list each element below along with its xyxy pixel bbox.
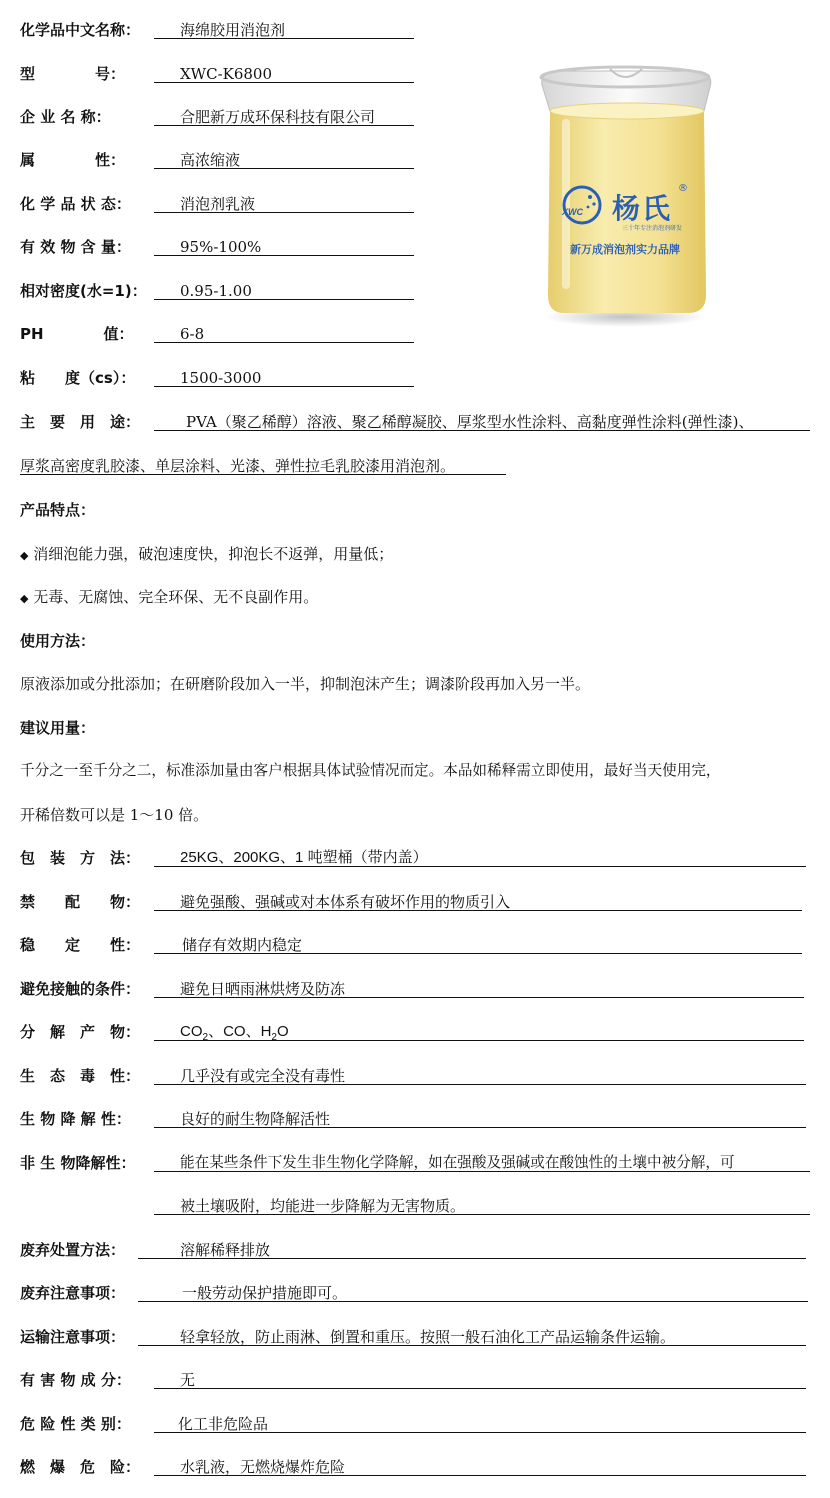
underline [154,168,414,169]
field-value: 海绵胶用消泡剂 [180,21,286,39]
field-value: 1500-3000 [180,369,262,387]
field-value: 95%-100% [180,238,262,256]
field-label: 属 性： [20,151,126,169]
field-label: 企 业 名 称： [20,108,111,126]
field-value: 6-8 [180,325,205,343]
field-value: 溶解稀释排放 [180,1241,271,1259]
underline [154,212,414,213]
underline [154,255,414,256]
usage-title: 使用方法： [20,632,96,650]
field-value: 水乳液，无燃烧爆炸危险 [180,1458,346,1476]
dosage-text-line1: 千分之一至千分之二，标准添加量由客户根据具体试验情况而定。本品如稀释需立即使用，最好当天使用完， [20,762,721,779]
field-label: 生 态 毒 性： [20,1067,141,1085]
field-label: PH 值： [20,325,134,343]
field-value: 几乎没有或完全没有毒性 [180,1067,346,1085]
field-decomposition [20,1018,810,1046]
brand-name: 杨氏 [612,192,673,225]
underline [154,953,802,954]
field-main-use [20,408,810,436]
field-content [20,233,420,261]
field-label: 非 生 物降解性： [20,1154,136,1172]
field-value: 厚浆高密度乳胶漆、单层涂料、光漆、弹性拉毛乳胶漆用消泡剂。 [20,457,456,475]
field-disposal-method [20,1236,810,1264]
field-eco-toxicity [20,1062,810,1090]
field-value: 一般劳动保护措施即可。 [182,1284,348,1302]
underline [154,1388,806,1389]
field-label: 燃 爆 危 险： [20,1458,141,1476]
field-label: 有 害 物 成 分： [20,1371,131,1389]
field-label: 废弃注意事项： [20,1284,126,1302]
field-hazard-category [20,1410,810,1438]
underline [154,299,414,300]
field-label: 禁 配 物： [20,893,141,911]
field-value: 轻拿轻放，防止雨淋、倒置和重压。按照一般石油化工产品运输条件运输。 [180,1328,676,1346]
registered-mark: ® [678,183,688,194]
field-state [20,190,420,218]
underline [138,1345,806,1346]
feature-item [20,540,393,570]
field-value: 高浓缩液 [180,151,241,169]
underline [20,474,506,475]
underline [154,1475,806,1476]
usage-text: 原液添加或分批添加；在研磨阶段加入一半，抑制泡沫产生；调漆阶段再加入另一半。 [20,675,591,693]
feature-item [20,583,318,613]
underline [154,82,414,83]
field-value: 良好的耐生物降解活性 [180,1110,331,1128]
field-value: 合肥新万成环保科技有限公司 [180,108,376,126]
field-value: 能在某些条件下发生非生物化学降解，如在强酸及强碱或在酸蚀性的土壤中被分解，可 [180,1154,735,1171]
underline [154,1214,810,1215]
field-density [20,277,420,305]
bullet-diamond-icon: ◆ [20,549,29,562]
field-label: 废弃处置方法： [20,1241,126,1259]
underline [154,430,810,431]
underline [154,342,414,343]
field-viscosity [20,364,420,392]
field-value: 储存有效期内稳定 [182,936,303,954]
field-property [20,146,420,174]
field-hazardous-components [20,1366,810,1394]
underline [154,1127,806,1128]
field-company [20,103,420,131]
underline [154,866,806,867]
field-value: 无 [180,1371,196,1389]
field-label: 分 解 产 物： [20,1023,141,1041]
field-value: 化工非危险品 [178,1415,269,1433]
field-ph [20,320,420,348]
field-stability [20,931,810,959]
bullet-diamond-icon: ◆ [20,592,29,605]
field-chemical-name [20,16,420,44]
underline [154,1432,806,1433]
brand-slogan: 新万成消泡剂实力品牌 [570,243,680,256]
logo-text: XWC [562,207,583,217]
underline [154,125,414,126]
underline [138,1301,808,1302]
field-label: 主 要 用 途： [20,413,141,431]
field-value: XWC-K6800 [180,65,273,83]
field-value: PVA（聚乙稀醇）溶液、聚乙稀醇凝胶、厚浆型水性涂料、高黏度弹性涂料(弹性漆)、 [186,413,754,431]
field-value: 25KG、200KG、1 吨塑桶（带内盖） [180,849,428,866]
field-value: 被土壤吸附，均能进一步降解为无害物质。 [180,1197,466,1215]
underline [154,38,414,39]
dosage-title: 建议用量： [20,719,96,737]
dosage-text-line2: 开稀倍数可以是 1～10 倍。 [20,806,209,824]
feature-text: 消细泡能力强，破泡速度快，抑泡长不返弹，用量低； [33,545,394,563]
field-value: 0.95-1.00 [180,282,252,300]
field-explosion-hazard [20,1453,810,1481]
field-label: 包 装 方 法： [20,849,141,867]
underline [138,1258,806,1259]
field-label: 相对密度(水=1)： [20,282,147,300]
field-value: $CO_2$、CO、$H_2O$ [180,1023,289,1043]
field-avoid-conditions [20,975,810,1003]
product-image [530,55,720,335]
field-abiotic-degradation [20,1149,810,1177]
underline [154,1084,806,1085]
underline [154,1040,804,1041]
field-abiotic-degradation-cont [20,1192,810,1220]
field-value: 消泡剂乳液 [180,195,256,213]
underline [154,997,804,998]
field-label: 运输注意事项： [20,1328,126,1346]
field-label: 粘 度（cs）： [20,369,136,387]
underline [154,910,802,911]
field-model [20,60,420,88]
brand-subtext: 三十年专注消泡剂研发 [622,225,683,232]
field-value: 避免强酸、强碱或对本体系有破坏作用的物质引入 [180,893,511,911]
field-packaging [20,844,810,872]
features-title: 产品特点： [20,501,96,519]
underline [154,1171,810,1172]
field-transport-notes [20,1323,810,1351]
feature-text: 无毒、无腐蚀、完全环保、无不良副作用。 [33,588,319,606]
field-label: 有 效 物 含 量： [20,238,131,256]
field-biodegradability [20,1105,810,1133]
field-label: 避免接触的条件： [20,980,141,998]
field-disposal-notes [20,1279,810,1307]
field-label: 稳 定 性： [20,936,141,954]
field-main-use-cont [20,452,520,480]
field-value: 避免日晒雨淋烘烤及防冻 [180,980,346,998]
field-label: 型 号： [20,65,126,83]
field-incompatible [20,888,810,916]
field-label: 危 险 性 类 别： [20,1415,131,1433]
underline [154,386,414,387]
field-label: 化学品中文名称： [20,21,141,39]
field-label: 化 学 品 状 态： [20,195,131,213]
field-label: 生 物 降 解 性： [20,1110,131,1128]
